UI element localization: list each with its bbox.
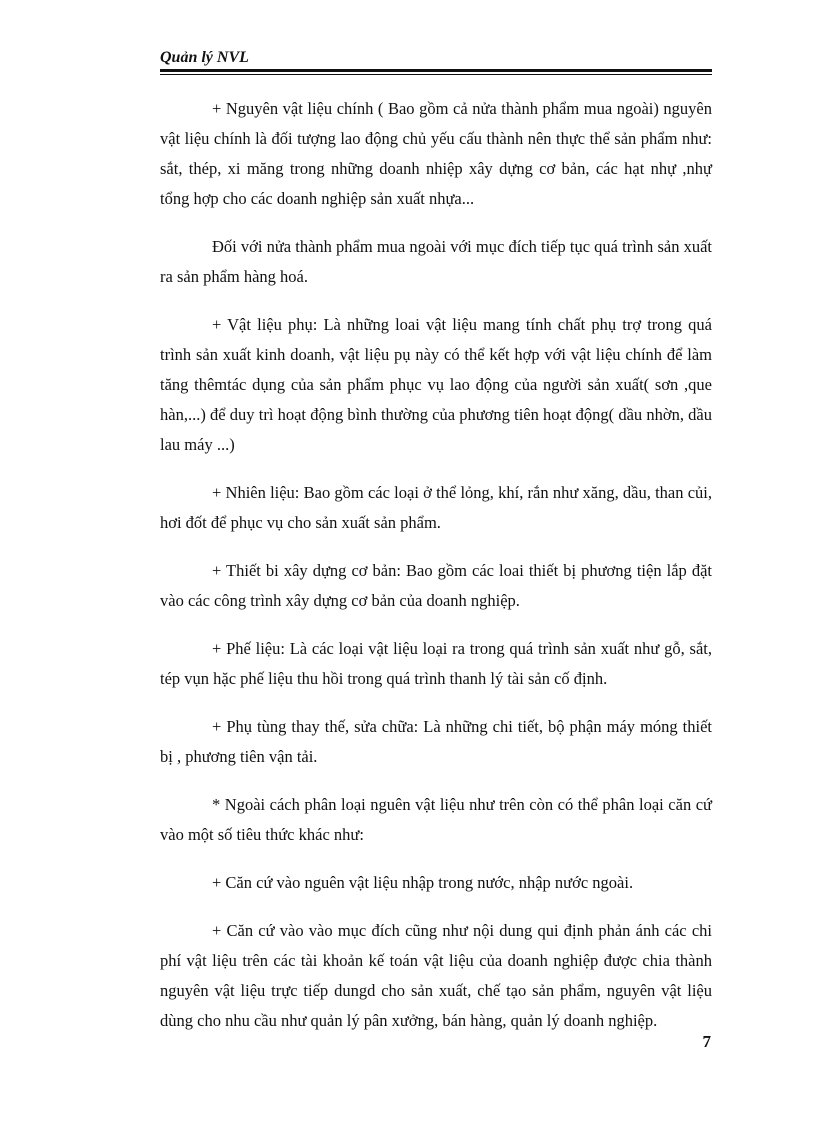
paragraph-main-materials: + Nguyên vật liệu chính ( Bao gồm cả nửa thành phẩm mua ngoài) nguyên vật liệu chính là đối tượng lao động chủ yếu cấu thành nên thực thể sản phẩm như: sắt, thép, xi măng trong những doanh nhiệp xây dựng cơ bản, các hạt nhự ,nhự tổng hợp cho các doanh nghiệp sản xuất nhựa... (160, 99, 712, 208)
paragraph-fuel: + Nhiên liệu: Bao gồm các loại ở thể lỏng, khí, rắn như xăng, dầu, than củi, hơi đốt để phục vụ cho sản xuất sản phẩm. (160, 483, 712, 532)
paragraph-semi-finished: Đối với nửa thành phẩm mua ngoài với mục đích tiếp tục quá trình sản xuất ra sản phẩm hàng hoá. (160, 237, 712, 286)
paragraph-origin-basis: + Căn cứ vào nguên vật liệu nhập trong nước, nhập nước ngoài. (212, 873, 634, 892)
page-number: 7 (702, 1032, 711, 1051)
paragraph-scrap: + Phế liệu: Là các loại vật liệu loại ra trong quá trình sản xuất như gỗ, sắt, tép vụn hặc phế liệu thu hồi trong quá trình thanh lý tài sản cố định. (160, 639, 712, 688)
paragraph-spare-parts: + Phụ tùng thay thế, sửa chữa: Là những chi tiết, bộ phận máy móng thiết bị , phương tiên vận tải. (160, 717, 712, 766)
paragraph-other-classification: * Ngoài cách phân loại nguên vật liệu như trên còn có thể phân loại căn cứ vào một số tiêu thức khác như: (160, 795, 712, 844)
paragraph-auxiliary-materials: + Vật liệu phụ: Là những loai vật liệu mang tính chất phụ trợ trong quá trình sản xuất kinh doanh, vật liệu pụ này có thể kết hợp với vật liệu chính để làm tăng thêmtác dụng của sản phẩm phục vụ lao động của người sản xuất( sơn ,que hàn,...) để duy trì hoạt động bình thường của phương tiên hoạt động( dầu nhờn, dầu lau máy ...) (160, 315, 712, 454)
header-rule-thick (160, 69, 712, 72)
paragraph-purpose-basis: + Căn cứ vào vào mục đích cũng như nội dung qui định phản ánh các chi phí vật liệu trên các tài khoản kế toán vật liệu của doanh nghiệp được chia thành nguyên vật liệu trực tiếp dungd cho sản xuất, chế tạo sản phẩm, nguyên vật liệu dùng cho nhu cầu như quản lý pân xưởng, bán hàng, quản lý doanh nghiệp. (160, 921, 712, 1030)
paragraph-construction-equipment: + Thiết bi xây dựng cơ bản: Bao gồm các loai thiết bị phương tiện lắp đặt vào các công trình xây dựng cơ bản của doanh nghiệp. (160, 561, 712, 610)
header-rule-thin (160, 74, 712, 75)
page-header (160, 48, 712, 75)
header-title: Quản lý NVL (160, 49, 249, 66)
document-body (160, 94, 712, 1054)
